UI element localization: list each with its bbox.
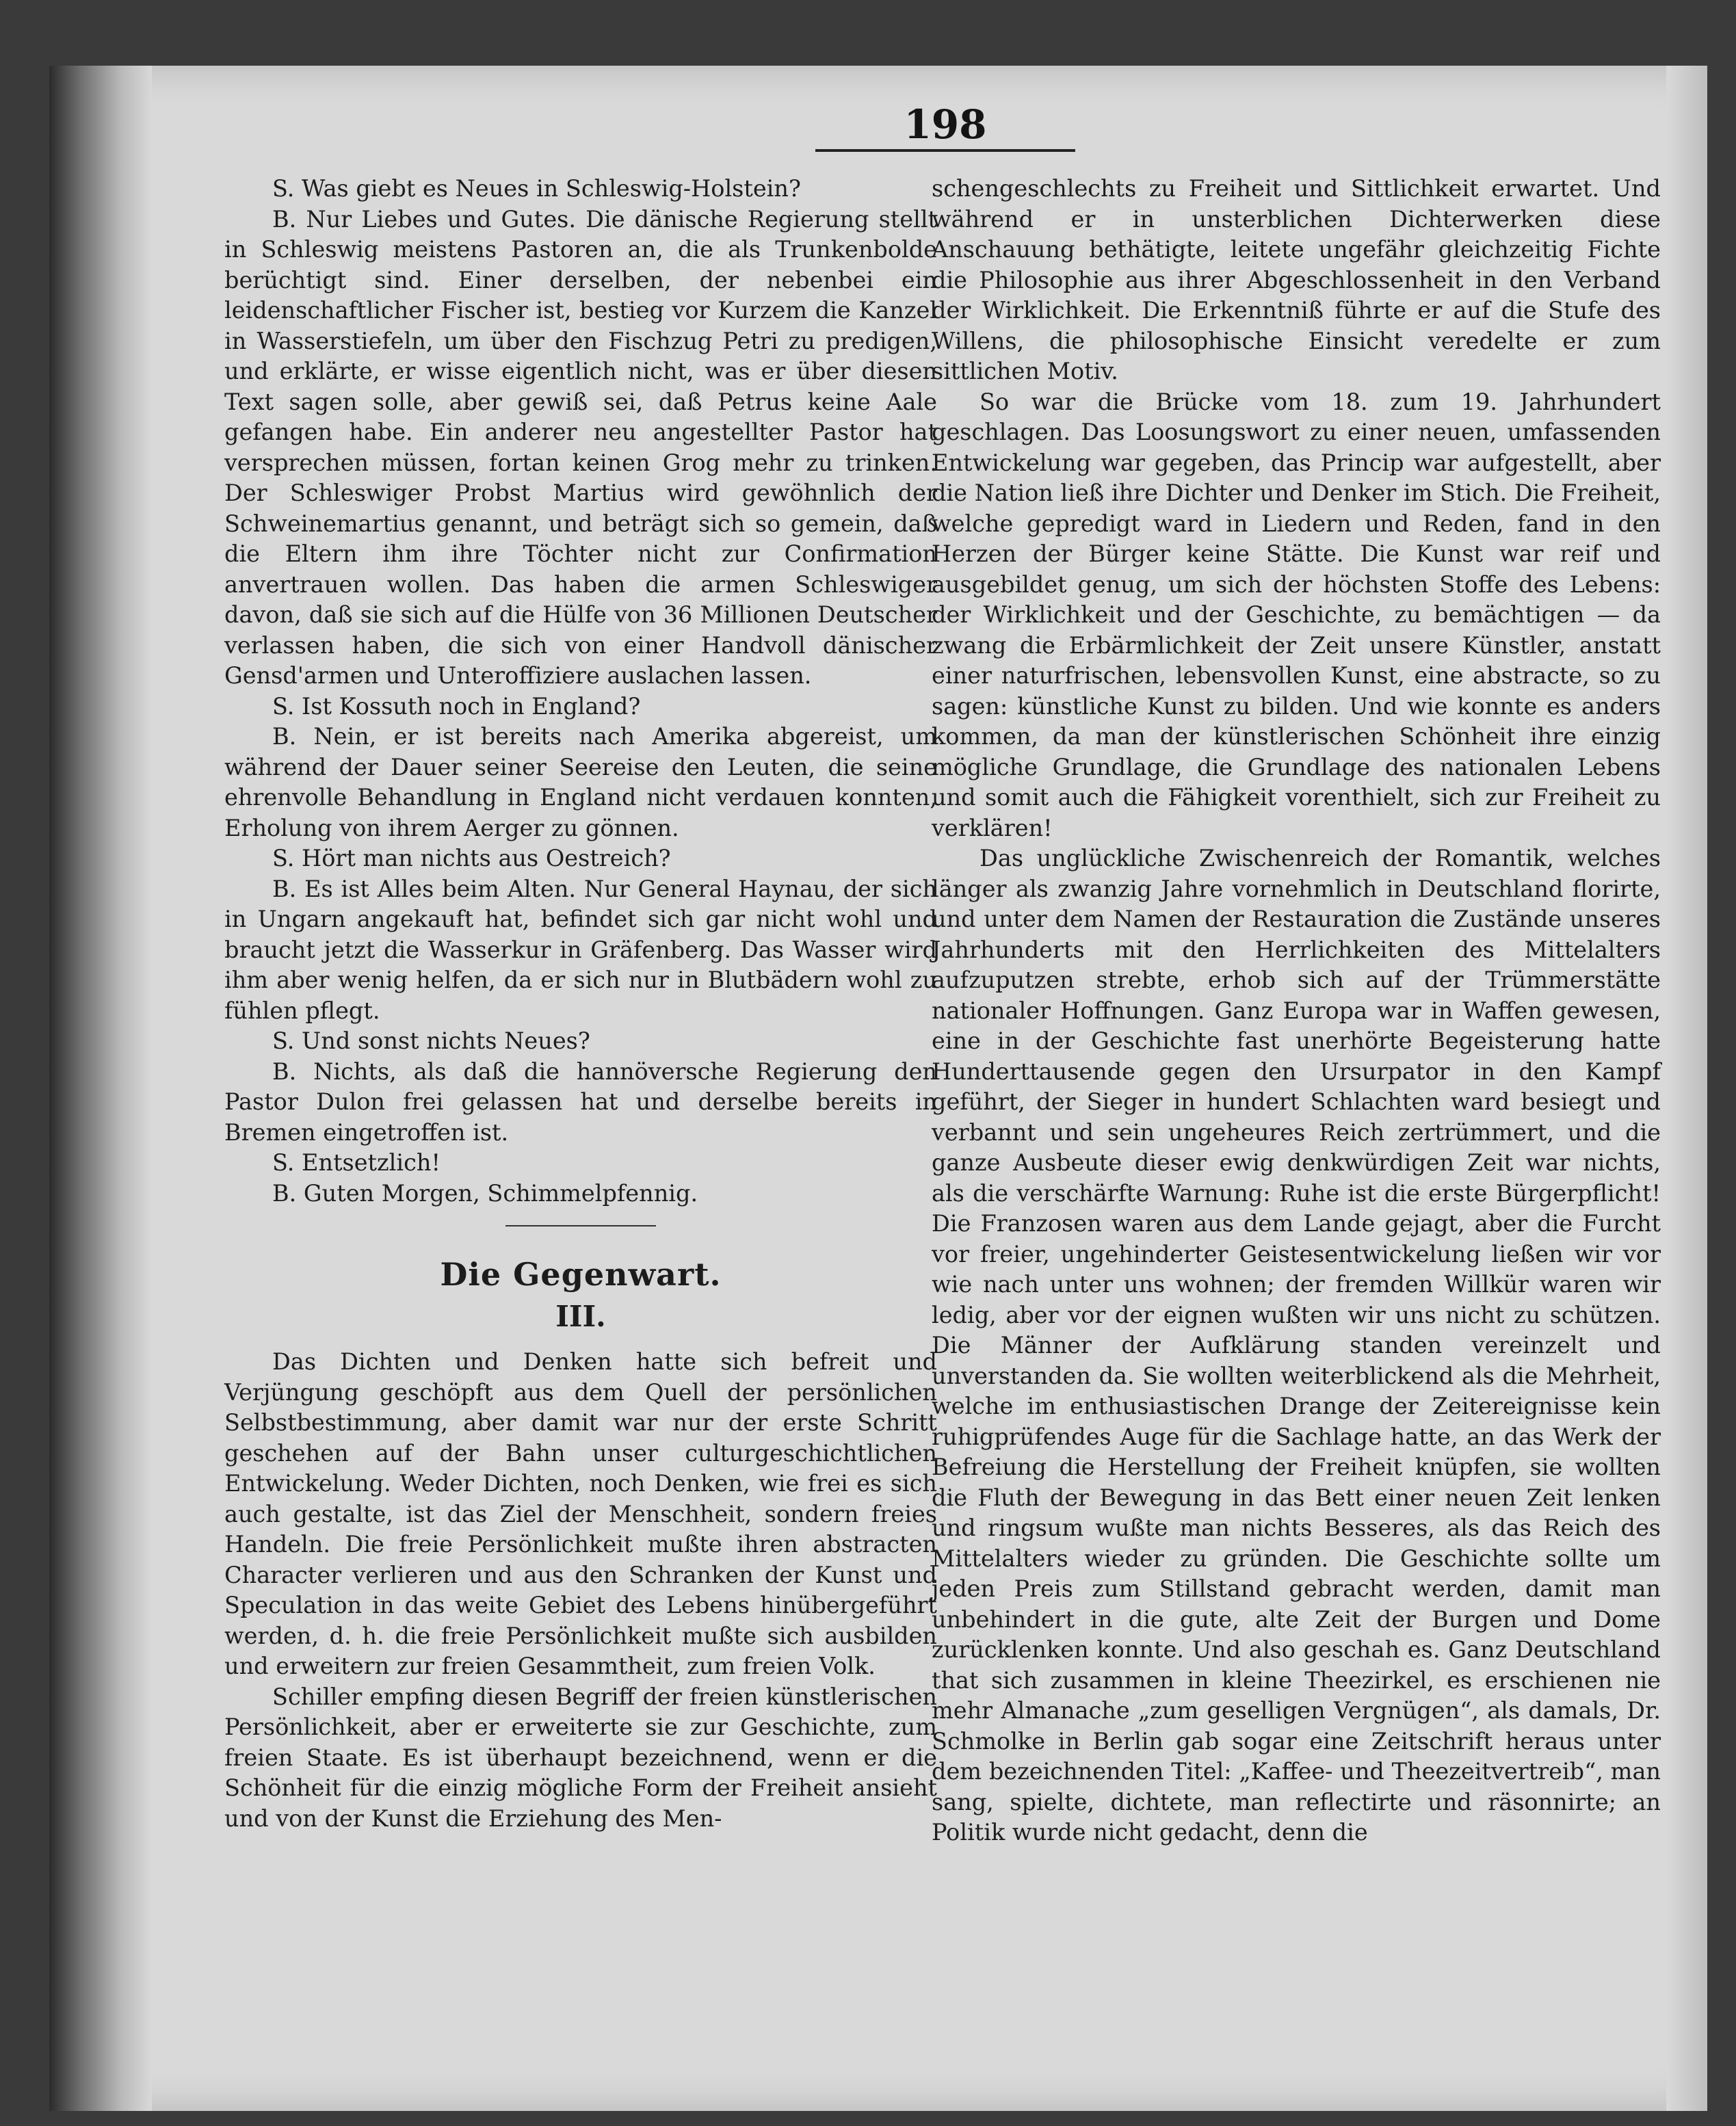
body-paragraph: Das unglückliche Zwischenreich der Romantik, welches länger als zwanzig Jahre vornehmlich in Deutschland florirte, und unter dem Namen der Restauration die Zustände unseres Jahrhunderts mit den Herrlichkeiten des Mittelalters aufzuputzen strebte, erhob sich auf der Trümmerstätte nationaler Hoffnungen. Ganz Europa war in Waffen gewesen, eine in der Geschichte fast unerhörte Begeisterung hatte Hunderttausende gegen den Ursurpator in den Kampf geführt, der Sieger in hundert Schlachten ward besiegt und verbannt und sein ungeheures Reich zertrümmert, und die ganze Ausbeute dieser ewig denkwürdigen Zeit war nichts, als die verschärfte Warnung: Ruhe ist die erste Bürgerpflicht! Die Franzosen waren aus dem Lande gejagt, aber die Furcht vor freier, ungehinderter Geistesentwickelung ließen wir vor wie nach unter uns wohnen; der fremden Willkür waren wir ledig, aber vor der eignen wußten wir uns nicht zu schützen. Die Männer der Aufklärung standen vereinzelt und unverstanden da. Sie wollten weiterblickend als die Mehrheit, welche im enthusiastischen Drange der Zeitereignisse kein ruhigprüfendes Auge für die Sachlage hatte, an das Werk der Befreiung die Herstellung der Freiheit knüpfen, sie wollten die Fluth der Bewegung in das Bett einer neuen Zeit lenken und ringsum wußte man nichts Besseres, als das Reich des Mittelalters wieder zu gründen. Die Geschichte sollte um jeden Preis zum Stillstand gebracht werden, damit man unbehindert in die gute, alte Zeit der Burgen und Dome zurücklenken konnte. Und also geschah es. Ganz Deutschland that sich zusammen in kleine Theezirkel, es erschienen nie mehr Almanache „zum geselligen Vergnügen“, als damals, Dr. Schmolke in Berlin gab sogar eine Zeitschrift heraus unter dem bezeichnenden Titel: „Kaffee- und Theezeitvertreib“, man sang, spielte, dichtete, man reflectirte und räsonnirte; an Politik wurde nicht gedacht, denn die <box>932 845 1661 1846</box>
left-column <box>224 174 937 1834</box>
dialogue-line: S. Hört man nichts aus Oestreich? <box>272 845 671 871</box>
body-paragraph: So war die Brücke vom 18. zum 19. Jahrhundert geschlagen. Das Loosungswort zu einer neuen, umfassenden Entwickelung war gegeben, das Princip war aufgestellt, aber die Nation ließ ihre Dichter und Denker im Stich. Die Freiheit, welche gepredigt ward in Liedern und Reden, fand in den Herzen der Bürger keine Stätte. Die Kunst war reif und ausgebildet genug, um sich der höchsten Stoffe des Lebens: der Wirklichkeit und der Geschichte, zu bemächtigen — da zwang die Erbärmlichkeit der Zeit unsere Künstler, anstatt einer naturfrischen, lebensvollen Kunst, eine abstracte, so zu sagen: künstliche Kunst zu bilden. Und wie konnte es anders kommen, da man der künstlerischen Schönheit ihre einzig mögliche Grundlage, die Grundlage des nationalen Lebens und somit auch die Fähigkeit vorenthielt, sich zur Freiheit zu verklären! <box>932 388 1661 841</box>
dialogue-line: B. Nein, er ist bereits nach Amerika abgereist, um während der Dauer seiner Seereise den Leuten, die seine ehrenvolle Behandlung in England nicht verdauen konnten, Erholung von ihrem Aerger zu gönnen. <box>224 723 937 841</box>
header-rule <box>815 149 1075 152</box>
body-paragraph: Schiller empfing diesen Begriff der freien künstlerischen Persönlichkeit, aber er erweiterte sie zur Geschichte, zum freien Staate. Es ist überhaupt bezeichnend, wenn er die Schönheit für die einzig mögliche Form der Freiheit ansieht und von der Kunst die Erziehung des Men- <box>224 1683 937 1832</box>
dialogue-line: B. Guten Morgen, Schimmelpfennig. <box>272 1179 698 1207</box>
section-number: III. <box>555 1300 606 1333</box>
dialogue-line: S. Ist Kossuth noch in England? <box>272 692 641 720</box>
dialogue-line: B. Es ist Alles beim Alten. Nur General Haynau, der sich in Ungarn angekauft hat, befindet sich gar nicht wohl und braucht jetzt die Wasserkur in Gräfenberg. Das Wasser wird ihm aber wenig helfen, da er sich nur in Blutbädern wohl zu fühlen pflegt. <box>224 875 937 1024</box>
book-page <box>49 66 1707 2111</box>
page-number: 198 <box>904 101 987 148</box>
right-column <box>932 174 1661 1848</box>
dialogue-line: B. Nur Liebes und Gutes. Die dänische Regierung stellt in Schleswig meistens Pastoren an, die als Trunkenbolde berüchtigt sind. Einer derselben, der nebenbei ein leidenschaftlicher Fischer ist, bestieg vor Kurzem die Kanzel in Wasserstiefeln, um über den Fischzug Petri zu predigen, und erklärte, er wisse eigentlich nicht, was er über diesen Text sagen solle, aber gewiß sei, daß Petrus keine Aale gefangen habe. Ein anderer neu angestellter Pastor hat versprechen müssen, fortan keinen Grog mehr zu trinken. Der Schleswiger Probst Martius wird gewöhnlich der Schweinemartius genannt, und beträgt sich so gemein, daß die Eltern ihm ihre Töchter nicht zur Confirmation anvertrauen wollen. Das haben die armen Schleswiger davon, daß sie sich auf die Hülfe von 36 Millionen Deutscher verlassen haben, die sich von einer Handvoll dänischer Gensd'armen und Unteroffiziere auslachen lassen. <box>224 205 937 689</box>
section-divider <box>505 1225 656 1226</box>
dialogue-line: B. Nichts, als daß die hannöversche Regierung den Pastor Dulon frei gelassen hat und derselbe bereits in Bremen eingetroffen ist. <box>224 1058 937 1146</box>
dialogue-line: S. Entsetzlich! <box>272 1149 440 1176</box>
body-paragraph: Das Dichten und Denken hatte sich befreit und Verjüngung geschöpft aus dem Quell der persönlichen Selbstbestimmung, aber damit war nur der erste Schritt geschehen auf der Bahn unser culturgeschichtlichen Entwickelung. Weder Dichten, noch Denken, wie frei es sich auch gestalte, ist das Ziel der Menschheit, sondern freies Handeln. Die freie Persönlichkeit mußte ihren abstracten Character verlieren und aus den Schranken der Kunst und Speculation in das weite Gebiet des Lebens hinübergeführt werden, d. h. die freie Persönlichkeit mußte sich ausbilden und erweitern zur freien Gesammtheit, zum freien Volk. <box>224 1348 937 1679</box>
body-paragraph: schengeschlechts zu Freiheit und Sittlichkeit erwartet. Und während er in unsterblichen Dichterwerken diese Anschauung bethätigte, leitete ungefähr gleichzeitig Fichte die Philosophie aus ihrer Abgeschlossenheit in den Verband der Wirklichkeit. Die Erkenntniß führte er auf die Stufe des Willens, die philosophische Einsicht veredelte er zum sittlichen Motiv. <box>932 175 1661 384</box>
page-edge <box>1666 66 1707 2111</box>
page-gutter-shadow <box>49 66 152 2111</box>
dialogue-line: S. Was giebt es Neues in Schleswig-Holstein? <box>272 175 801 202</box>
section-title: Die Gegenwart. <box>440 1256 722 1293</box>
dialogue-line: S. Und sonst nichts Neues? <box>272 1027 590 1054</box>
